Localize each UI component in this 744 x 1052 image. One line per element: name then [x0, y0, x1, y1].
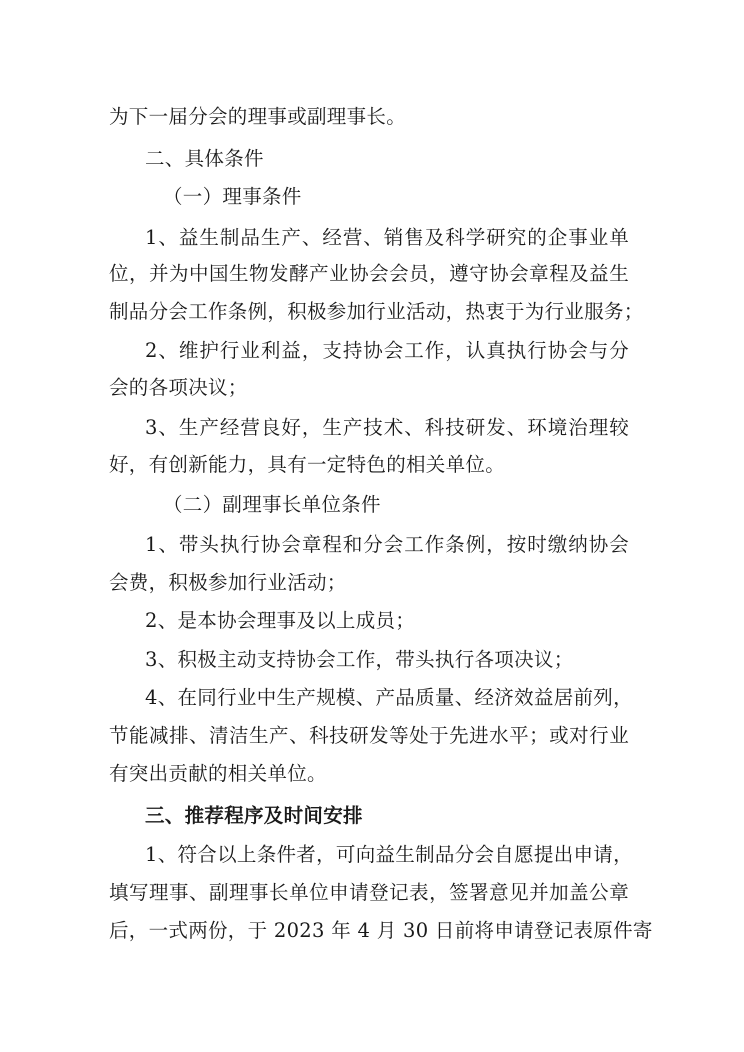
text-line: 3、生产经营良好，生产技术、科技研发、环境治理较 [145, 416, 629, 439]
subsection-heading: （一）理事条件 [163, 185, 302, 208]
text-line: 2、维护行业利益，支持协会工作，认真执行协会与分 [145, 339, 629, 362]
text-line: 会的各项决议； [109, 376, 248, 399]
text-line: 制品分会工作条例，积极参加行业活动，热衷于为行业服务； [109, 300, 644, 323]
text-line: 1、益生制品生产、经营、销售及科学研究的企事业单 [145, 226, 629, 249]
text-line: 1、带头执行协会章程和分会工作条例，按时缴纳协会 [145, 533, 629, 556]
section-heading: 三、推荐程序及时间安排 [145, 804, 363, 827]
text-line: 4、在同行业中生产规模、产品质量、经济效益居前列， [145, 686, 633, 709]
text-line: 好，有创新能力，具有一定特色的相关单位。 [109, 453, 506, 476]
text-line: 有突出贡献的相关单位。 [109, 762, 327, 785]
text-line: 会费，积极参加行业活动； [109, 571, 347, 594]
text-line: 1、符合以上条件者，可向益生制品分会自愿提出申请， [145, 843, 633, 866]
subsection-heading: （二）副理事长单位条件 [163, 493, 381, 516]
text-line: 3、积极主动支持协会工作，带头执行各项决议； [145, 648, 574, 671]
text-line: 填写理事、副理事长单位申请登记表，签署意见并加盖公章 [109, 881, 629, 904]
section-heading: 二、具体条件 [145, 147, 264, 170]
text-line: 位，并为中国生物发酵产业协会会员，遵守协会章程及益生 [109, 262, 629, 285]
text-line: 2、是本协会理事及以上成员； [145, 609, 416, 632]
text-line: 后，一式两份，于 2023 年 4 月 30 日前将申请登记表原件寄 [109, 919, 653, 942]
text-line: 为下一届分会的理事或副理事长。 [109, 105, 407, 128]
text-line: 节能减排、清洁生产、科技研发等处于先进水平；或对行业 [109, 724, 629, 747]
